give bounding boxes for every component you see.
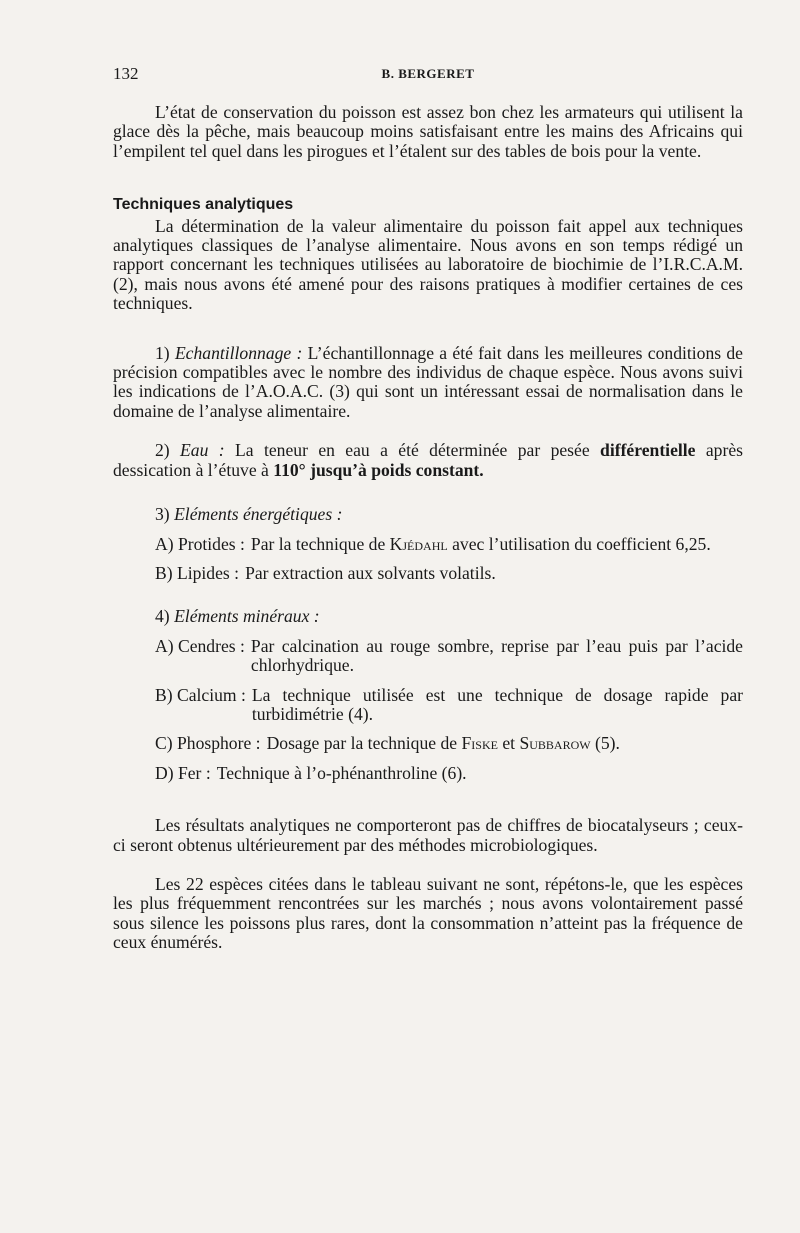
sub-item-cendres bbox=[155, 637, 743, 676]
closing-paragraph-1: Les résultats analytiques ne comporteront pas de chiffres de biocatalyseurs ; ceux-ci seront obtenus ultérieurement par des méthodes microbiologiques. bbox=[113, 815, 743, 855]
sub-label: A) Cendres : bbox=[155, 635, 245, 656]
item-label: Eau : bbox=[180, 440, 225, 461]
item-label: Echantillonnage : bbox=[174, 342, 303, 363]
mineral-sub-list bbox=[113, 637, 743, 783]
sub-text: La technique utilisée est une technique de dosage rapide par turbidimétrie (4). bbox=[251, 684, 743, 724]
sub-item-phosphore bbox=[155, 734, 743, 753]
item-label: Eléments énergétiques : bbox=[174, 504, 343, 525]
sub-text: Technique à l’o-phénanthroline (6). bbox=[216, 762, 467, 783]
sub-item-protides bbox=[155, 535, 743, 554]
page-body bbox=[113, 103, 743, 953]
energetic-sub-list bbox=[113, 535, 743, 584]
sub-text bbox=[267, 734, 743, 753]
author-name: Fiske bbox=[461, 733, 498, 754]
sub-text-part: Par la technique de bbox=[250, 533, 386, 554]
sub-text: Par calcination au rouge sombre, reprise par l’eau puis par l’acide chlorhydrique. bbox=[250, 635, 743, 676]
sub-text-part: Dosage par la technique de bbox=[266, 733, 458, 754]
running-head: B. BERGERET bbox=[381, 66, 475, 81]
item-text-bold: 110° jusqu’à poids constant. bbox=[273, 459, 484, 480]
sub-item-lipides bbox=[155, 564, 743, 583]
sub-text-part: et bbox=[502, 733, 516, 754]
item-number: 4) bbox=[155, 606, 170, 627]
page-header bbox=[113, 64, 743, 86]
sub-label: B) Lipides : bbox=[155, 562, 240, 583]
item-text: La teneur en eau a été déterminée par pesée bbox=[235, 440, 590, 461]
item-label: Eléments minéraux : bbox=[174, 606, 320, 627]
sub-item-fer bbox=[155, 764, 743, 783]
sub-text-part: (5). bbox=[595, 733, 620, 754]
section-title: Techniques analytiques bbox=[113, 196, 294, 214]
author-name: Kjédahl bbox=[389, 533, 448, 554]
sub-label: C) Phosphore : bbox=[155, 733, 261, 754]
sub-text: Par extraction aux solvants volatils. bbox=[245, 562, 496, 583]
item-number: 1) bbox=[155, 342, 170, 363]
author-name: Subbarow bbox=[519, 733, 591, 754]
item-elements-mineraux bbox=[113, 607, 743, 626]
item-eau bbox=[113, 441, 743, 480]
page-number: 132 bbox=[113, 64, 139, 83]
item-number: 2) bbox=[155, 440, 170, 461]
sub-label: D) Fer : bbox=[155, 762, 211, 783]
sub-text-part: avec l’utilisation du coefficient 6,25. bbox=[452, 533, 711, 554]
item-text-bold: différentielle bbox=[600, 440, 696, 461]
sub-text bbox=[251, 535, 743, 554]
item-text: L’échantillonnage a été fait dans les meilleures conditions de précision compatibles avec le nombre des individus de chaque espèce. Nous avons suivi les indications de l’A.O.A.C. (3) qui sont un intéressant essai de normalisation dans le domaine de l’analyse alimentaire. bbox=[113, 342, 743, 421]
closing-paragraph-2: Les 22 espèces citées dans le tableau suivant ne sont, répétons-le, que les espèces les plus fréquemment rencontrées sur les marchés ; nous avons volontairement passé sous silence les poissons plus rares, dont la consommation n’atteint pas la fréquence de ceux énumérés. bbox=[113, 873, 743, 953]
intro-paragraph: L’état de conservation du poisson est assez bon chez les armateurs qui utilisent la glace dès la pêche, mais beaucoup moins satisfaisant entre les mains des Africains qui l’empilent tel quel dans les pirogues et l’étalent sur des tables de bois pour la vente. bbox=[113, 102, 743, 161]
section-paragraph: La détermination de la valeur alimentaire du poisson fait appel aux techniques analytiques classiques de l’analyse alimentaire. Nous avons en son temps rédigé un rapport concernant les techniques utilisées au laboratoire de biochimie de l’I.R.C.A.M. (2), mais nous avons été amené pour des raisons pratiques à modifier certaines de ces techniques. bbox=[113, 215, 743, 314]
sub-label: B) Calcium : bbox=[155, 684, 246, 705]
sub-item-calcium bbox=[155, 686, 743, 725]
item-elements-energetiques bbox=[113, 505, 743, 524]
item-number: 3) bbox=[155, 504, 170, 525]
item-echantillonnage bbox=[113, 344, 743, 422]
item-text: après dessication à l’étuve à bbox=[113, 440, 743, 480]
sub-label: A) Protides : bbox=[155, 533, 245, 554]
